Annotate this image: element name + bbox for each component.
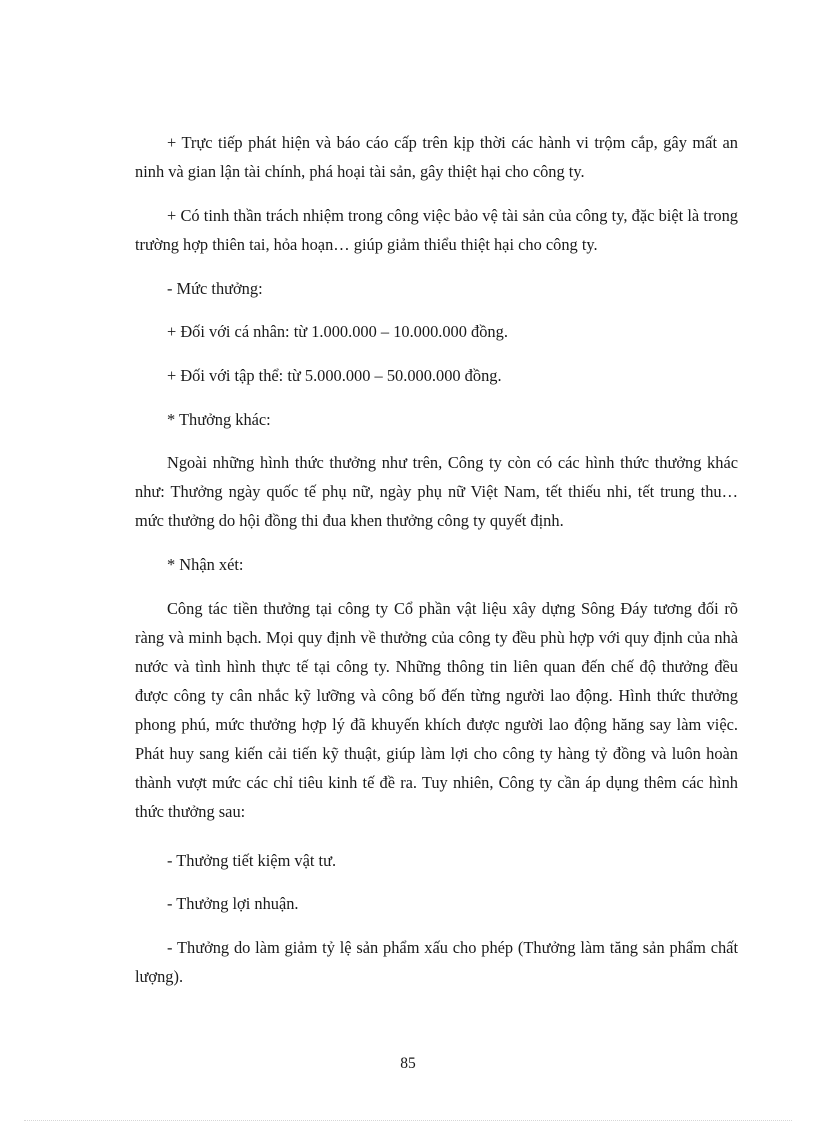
page-bottom-divider — [24, 1120, 792, 1121]
list-item-profit: - Thưởng lợi nhuận. — [167, 894, 299, 913]
reward-individual: + Đối với cá nhân: từ 1.000.000 – 10.000.000 đồng. — [167, 322, 508, 341]
list-item-quality: - Thưởng do làm giảm tỷ lệ sản phẩm xấu cho phép (Thưởng làm tăng sản phẩm chất lượng). — [135, 938, 738, 986]
paragraph-other-rewards: Ngoài những hình thức thưởng như trên, Công ty còn có các hình thức thưởng khác như: Thưởng ngày quốc tế phụ nữ, ngày phụ nữ Việt Nam, tết thiếu nhi, tết trung thu… mức thưởng do hội đồng thi đua khen thưởng công ty quyết định. — [135, 453, 738, 530]
reward-collective: + Đối với tập thể: từ 5.000.000 – 50.000.000 đồng. — [167, 366, 502, 385]
paragraph-report-theft: + Trực tiếp phát hiện và báo cáo cấp trên kịp thời các hành vi trộm cắp, gây mất an ninh và gian lận tài chính, phá hoại tài sản, gây thiệt hại cho công ty. — [135, 133, 738, 181]
heading-reward-level: - Mức thưởng: — [167, 279, 263, 298]
paragraph-remarks: Công tác tiền thưởng tại công ty Cổ phần vật liệu xây dựng Sông Đáy tương đối rõ ràng và minh bạch. Mọi quy định về thưởng của công ty đều phù hợp với quy định của nhà nước và tình hình thực tế tại công ty. Những thông tin liên quan đến chế độ thưởng đều được công ty cân nhắc kỹ lưỡng và công bố đến từng người lao động. Hình thức thưởng phong phú, mức thưởng hợp lý đã khuyến khích được người lao động hăng say làm việc. Phát huy sang kiến cải tiến kỹ thuật, giúp làm lợi cho công ty hàng tỷ đồng và luôn hoàn thành vượt mức các chỉ tiêu kinh tế đề ra. Tuy nhiên, Công ty cần áp dụng thêm các hình thức thưởng sau: — [135, 599, 738, 821]
heading-other-rewards: * Thưởng khác: — [167, 410, 271, 429]
page-number: 85 — [400, 1055, 416, 1072]
list-item-material-saving: - Thưởng tiết kiệm vật tư. — [167, 851, 337, 870]
heading-remarks: * Nhận xét: — [167, 555, 244, 574]
paragraph-asset-protection: + Có tinh thần trách nhiệm trong công việc bảo vệ tài sản của công ty, đặc biệt là trong trường hợp thiên tai, hỏa hoạn… giúp giảm thiểu thiệt hại cho công ty. — [135, 206, 738, 254]
